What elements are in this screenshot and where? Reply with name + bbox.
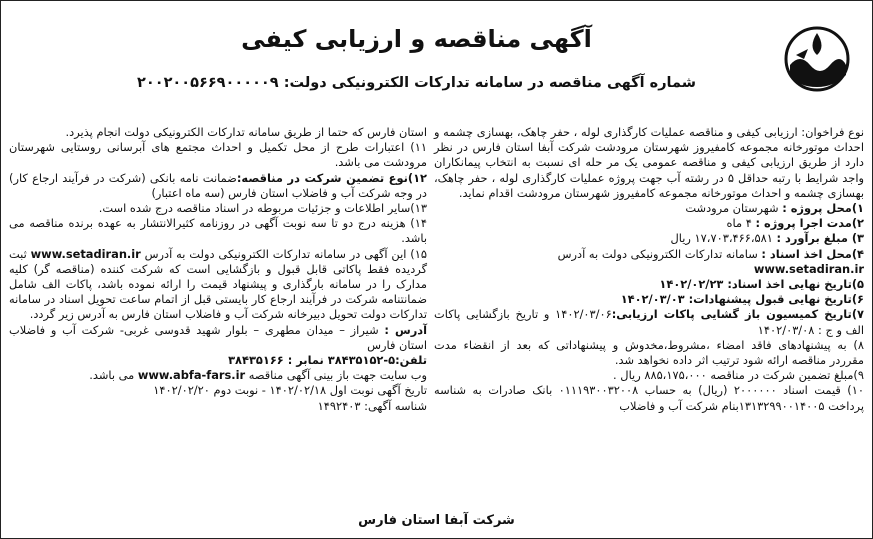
notice-title: آگهی مناقصه و ارزیابی کیفی xyxy=(241,25,592,53)
item-6 xyxy=(434,292,864,307)
right-column xyxy=(434,125,864,414)
item-2-label: ۲)مدت اجرا پروژه : xyxy=(755,216,864,231)
notice-intro: نوع فراخوان: ارزیابی کیفی و مناقصه عملیات کارگذاری لوله ، حفر چاهک، بهسازی چشمه و احداث موتورخانه مجموعه کامفیروز شهرستان مرودشت شرکت آبفا استان فارس در نظر دارد از طریق ارزیابی کیفی و مناقصه عمومی یک مر حله ای نسبت به انتخاب پیمانکاران واجد شرایط با رتبه حداقل ۵ در رشته آب جهت پروژه عملیات کارگذاری لوله ، حفر چاهک، بهسازی چشمه و احداث موتورخانه مجموعه کامفیروز شهرستان مرودشت اقدام نماید. xyxy=(434,125,864,200)
abfa-logo xyxy=(778,25,856,111)
item-12-value: ضمانت نامه بانکی (شرکت در فرآیند ارجاع کار) در وجه شرکت آب و فاضلاب استان فارس (سه ماه اعتبار) xyxy=(9,170,427,200)
website-text-a: وب سایت جهت باز بینی آگهی مناقصه xyxy=(245,368,427,383)
item-6-label: ۶)تاریخ نهایی قبول پیشنهادات: xyxy=(688,292,864,307)
website-text-b: می باشد. xyxy=(89,368,138,383)
address xyxy=(9,323,427,353)
footer-company: شرکت آبفا استان فارس xyxy=(358,513,515,528)
item-13: ۱۳)سایر اطلاعات و جزئیات مربوطه در اسناد مناقصه درج شده است. xyxy=(98,201,427,216)
item-5-value: ۱۴۰۲/۰۲/۲۳ xyxy=(659,277,728,292)
item-7 xyxy=(434,307,864,337)
item-5-label: ۵)تاریخ نهایی اخذ اسناد: xyxy=(727,277,864,292)
item-2-value: ۴ ماه xyxy=(726,216,756,231)
ad-id: شناسه آگهی: ۱۴۹۲۴۰۳ xyxy=(317,398,427,413)
item-6-value: ۱۴۰۲/۰۳/۰۳ xyxy=(620,292,689,307)
phone-label: تلفن: xyxy=(395,353,427,368)
item-9: ۹)مبلغ تضمین شرکت در مناقصه ۸۸۵،۱۷۵،۰۰۰ ریال . xyxy=(613,368,864,383)
phone xyxy=(9,353,427,368)
item-3-label: ۳) مبلغ برآورد : xyxy=(776,231,864,246)
item-1-label: ۱)محل پروژه : xyxy=(782,201,864,216)
item-1 xyxy=(434,201,864,216)
ad-dates: تاریخ آگهی نوبت اول ۱۴۰۲/۰۲/۱۸ - نوبت دوم ۱۴۰۲/۰۲/۲۰ xyxy=(153,383,427,398)
item-12 xyxy=(9,171,427,201)
item-2 xyxy=(434,216,864,231)
notice-subtitle xyxy=(91,75,742,91)
tender-number: ۲۰۰۲۰۰۵۶۶۹۰۰۰۰۰۹ xyxy=(137,75,279,91)
item-4-url[interactable]: www.setadiran.ir xyxy=(753,261,864,276)
website-url[interactable]: www.abfa-fars.ir xyxy=(137,368,246,383)
item-4-label: ۴)محل اخذ اسناد : xyxy=(761,246,864,261)
item-15-text-b: ثبت گردیده فقط پاکاتی قابل قبول و بازگشایی است که شرکت کننده (مناقصه گر) کلیه مدارک را در سامانه بارگذاری و پیشنهاد قیمت را ارائه نموده باشد، پاکات الف شامل ضمانتنامه شرکت در فرآیند ارجاع کار بایستی قبل از اتمام ساعت تحویل اسناد در سامانه تدارکات دولت تحویل دبیرخانه شرکت آب و فاضلاب استان فارس به آدرس زیر گردد. xyxy=(9,246,427,322)
item-15 xyxy=(9,247,427,323)
item-14: ۱۴) هزینه درج دو تا سه نوبت آگهی در روزنامه کثیرالانتشار به عهده برنده مناقصه می باشد. xyxy=(9,216,427,246)
abfa-logo-icon xyxy=(778,25,856,111)
item-3-value: ۱۷،۷۰۳،۴۶۶،۵۸۱ ریال xyxy=(670,231,777,246)
item-10: ۱۰) قیمت اسناد ۲۰۰۰۰۰۰ (ریال) به حساب ۰۱۱۱۹۳۰۰۳۲۰۰۸ بانک صادرات به شناسه پرداخت ۱۳۱۳۲۹۹۰۰۱۴۰۰۵بنام شرکت آب و فاضلاب xyxy=(434,383,864,413)
item-15-text-a: ۱۵) این آگهی در سامانه تدارکات الکترونیکی دولت به آدرس xyxy=(144,246,427,261)
item-1-value: شهرستان مرودشت xyxy=(685,201,783,216)
item-8: ۸) به پیشنهادهای فاقد امضاء ،مشروط،مخدوش و پیشنهاداتی که بعد از انقضاء مدت مقرردر مناقصه ارائه شود ترتیب اثر داده نخواهد شد. xyxy=(434,337,864,368)
left-column xyxy=(9,125,427,414)
address-value: شیراز – میدان مطهری – بلوار شهید قدوسی غربی- شرکت آب و فاضلاب استان فارس xyxy=(9,322,427,352)
item-4-value: سامانه تدارکات الکترونیکی دولت به آدرس xyxy=(557,246,762,261)
address-label: آدرس : xyxy=(384,322,427,337)
item-4 xyxy=(434,247,864,277)
phone-value: ۵-۳۸۴۳۵۱۵۲ نمابر : ۳۸۴۳۵۱۶۶ xyxy=(228,353,396,368)
subtitle-prefix: شماره آگهی مناقصه در سامانه تدارکات الکترونیکی دولت: xyxy=(283,75,696,91)
item-12-label: ۱۲)نوع تضمین شرکت در مناقصه: xyxy=(236,170,427,185)
item-7-value: ۱۴۰۲/۰۳/۰۶ و تاریخ بازگشایی پاکات الف و ج : ۱۴۰۲/۰۳/۰۸ xyxy=(434,307,864,337)
website xyxy=(9,368,427,383)
item-5 xyxy=(434,277,864,292)
item-7-label: ۷)تاریخ کمیسیون باز گشایی پاکات ارزیابی: xyxy=(611,307,864,322)
item-11: ۱۱) اعتبارات طرح از محل تکمیل و احداث مجتمع های آبرسانی روستایی شهرستان مرودشت می باشد. xyxy=(9,140,427,170)
item-15-url[interactable]: www.setadiran.ir xyxy=(30,246,141,261)
notice-header xyxy=(1,1,872,119)
item-3 xyxy=(434,231,864,246)
item-10-continued: استان فارس که حتما از طریق سامانه تدارکات الکترونیکی دولت انجام پذیرد. xyxy=(65,125,427,139)
